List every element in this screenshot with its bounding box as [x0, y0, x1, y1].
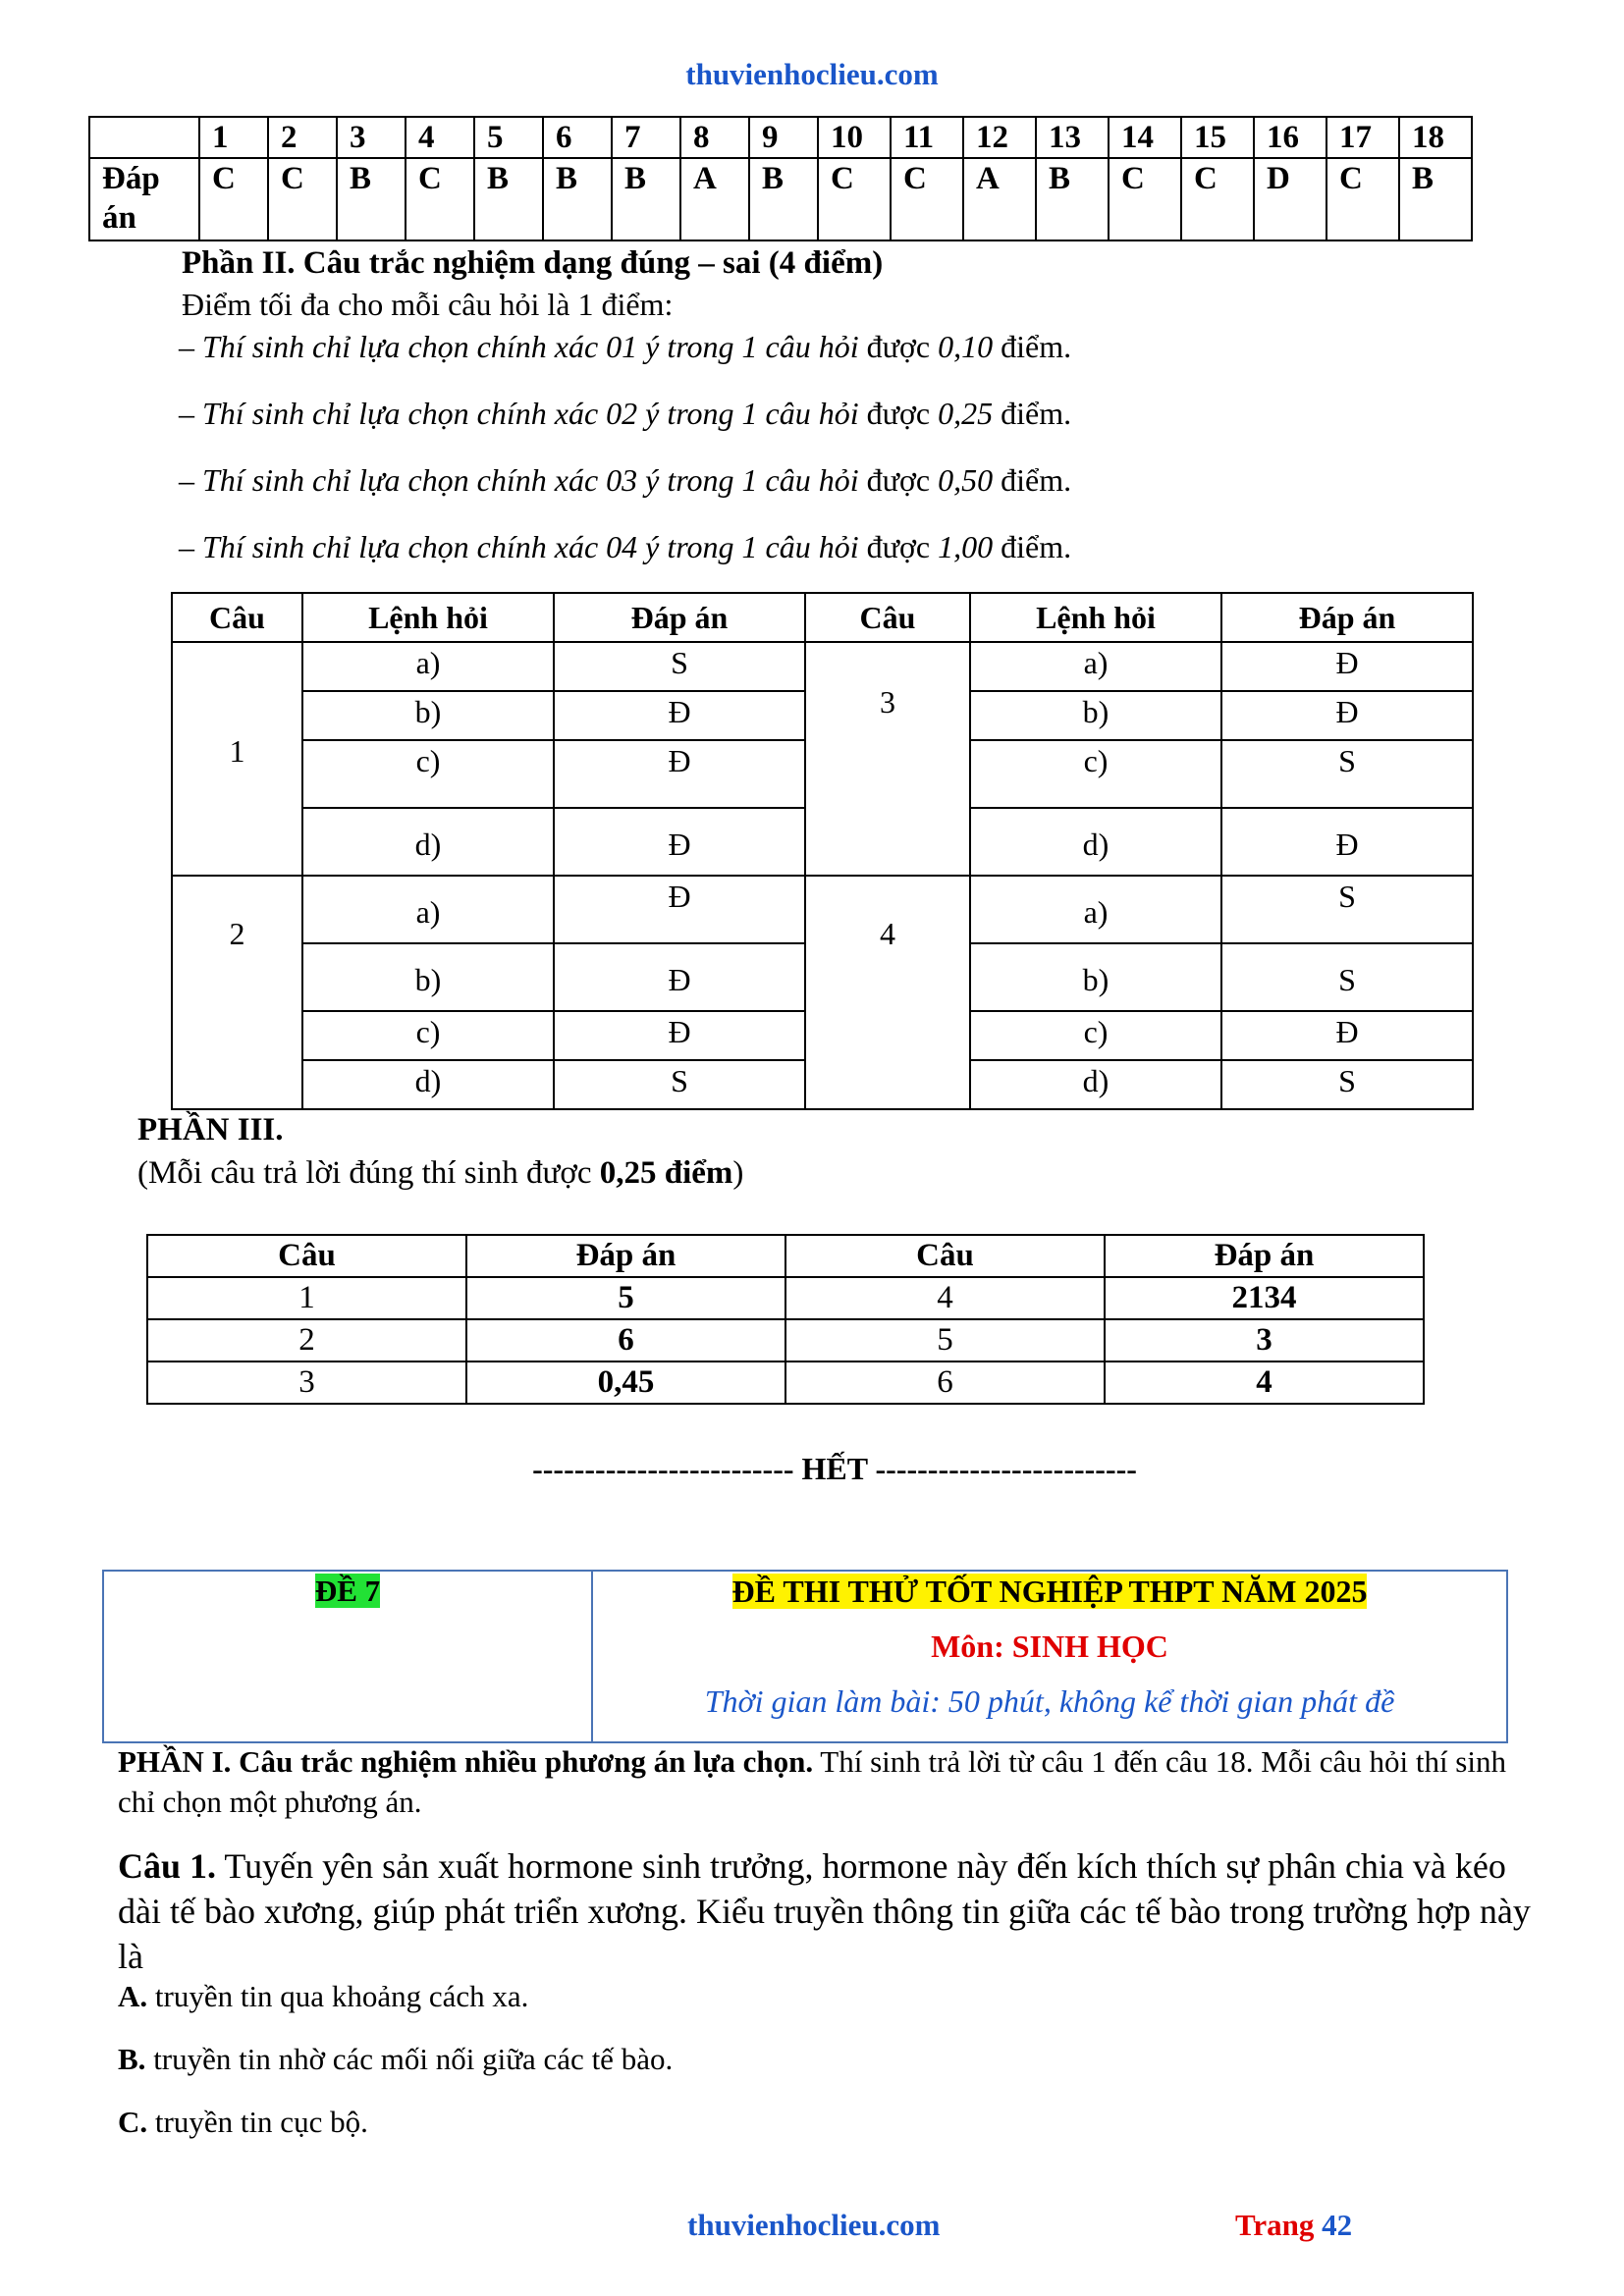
exam-title-cell [592, 1571, 1507, 1742]
end-marker: ------------------------- HẾT ------------------------- [532, 1451, 1137, 1486]
column-header: Câu [785, 1235, 1105, 1277]
page-number-value: 42 [1322, 2208, 1353, 2242]
column-header: Câu [147, 1235, 466, 1277]
table-cell: 4 [1105, 1362, 1424, 1404]
table-cell: B [749, 158, 818, 240]
table-cell: B [543, 158, 612, 240]
exam-code-cell [103, 1571, 592, 1742]
table-cell: S [1221, 1060, 1473, 1109]
rule-unit: điểm. [993, 329, 1072, 364]
table-cell: S [1221, 876, 1473, 943]
table-cell: S [1221, 943, 1473, 1011]
rule-text: – Thí sinh chỉ lựa chọn chính xác 03 ý trong 1 câu hỏi [179, 462, 859, 498]
column-header: Đáp án [1105, 1235, 1424, 1277]
part1-answer-table [88, 116, 1473, 241]
question-label: Câu 1. [118, 1846, 217, 1886]
column-header: Câu [172, 593, 302, 642]
table-cell: S [1221, 740, 1473, 808]
table-cell: 1 [199, 117, 268, 158]
page-label: Trang [1235, 2208, 1323, 2242]
table-cell: b) [302, 943, 554, 1011]
table-cell: c) [970, 740, 1221, 808]
question-1 [118, 1843, 1542, 1979]
table-cell: 5 [785, 1319, 1105, 1362]
table-cell: S [554, 642, 805, 691]
option-text: truyền tin cục bộ. [147, 2105, 368, 2139]
table-cell: C [1109, 158, 1181, 240]
table-cell: 9 [749, 117, 818, 158]
table-cell: 4 [785, 1277, 1105, 1319]
rule-unit: điểm. [993, 529, 1072, 564]
table-cell: 13 [1036, 117, 1109, 158]
table-cell: D [1254, 158, 1326, 240]
option-key: B. [118, 2042, 146, 2076]
rule-value: 0,25 [938, 396, 994, 431]
table-cell: B [612, 158, 680, 240]
option-key: A. [118, 1979, 148, 2013]
table-cell: C [891, 158, 963, 240]
header-site-name[interactable]: thuvienhoclieu.com [685, 57, 939, 91]
table-row [147, 1319, 1424, 1362]
column-header: Lệnh hỏi [302, 593, 554, 642]
table-cell: 6 [543, 117, 612, 158]
table-cell: Đ [554, 1011, 805, 1060]
table-cell: d) [302, 1060, 554, 1109]
rule-unit: điểm. [993, 396, 1072, 431]
table-cell: d) [970, 808, 1221, 876]
exam-part1-instruction: Thí sinh trả lời từ câu 1 đến câu 18. Mỗi câu hỏi thí sinh chỉ chọn một phương án. [118, 1744, 1506, 1819]
table-cell: C [199, 158, 268, 240]
note-prefix: (Mỗi câu trả lời đúng thí sinh được [137, 1155, 600, 1191]
table-cell: 15 [1181, 117, 1254, 158]
table-cell: Đ [1221, 642, 1473, 691]
rule-tail: được [858, 462, 939, 498]
rule-tail: được [858, 329, 939, 364]
rule-tail: được [858, 529, 939, 564]
part2-answer-table [171, 592, 1474, 1110]
rule-text: – Thí sinh chỉ lựa chọn chính xác 01 ý trong 1 câu hỏi [179, 329, 859, 364]
table-cell: S [554, 1060, 805, 1109]
rule-tail: được [858, 396, 939, 431]
table-cell: a) [302, 642, 554, 691]
table-cell: b) [302, 691, 554, 740]
answer-option[interactable] [118, 2042, 673, 2077]
table-cell: b) [970, 691, 1221, 740]
table-cell: Đ [554, 691, 805, 740]
table-cell: B [474, 158, 543, 240]
part3-note [137, 1155, 743, 1192]
exam-header-box [102, 1570, 1508, 1743]
table-cell: Đ [1221, 1011, 1473, 1060]
exam-time: Thời gian làm bài: 50 phút, không kể thời gian phát đề [704, 1683, 1395, 1719]
table-cell: Đ [554, 740, 805, 808]
table-cell: 12 [963, 117, 1036, 158]
question-number: 2 [172, 876, 302, 1109]
table-cell: A [680, 158, 749, 240]
table-cell: Đ [1221, 808, 1473, 876]
table-cell: c) [302, 740, 554, 808]
note-suffix: ) [732, 1155, 744, 1191]
table-cell: 0,45 [466, 1362, 785, 1404]
table-cell: 5 [474, 117, 543, 158]
table-cell: 6 [466, 1319, 785, 1362]
answer-option[interactable] [118, 1979, 528, 2014]
table-cell: 10 [818, 117, 891, 158]
table-cell: B [337, 158, 406, 240]
table-cell: 14 [1109, 117, 1181, 158]
table-cell: C [406, 158, 474, 240]
table-cell: Đ [554, 943, 805, 1011]
table-cell: 5 [466, 1277, 785, 1319]
table-cell: Đ [554, 808, 805, 876]
rule-value: 0,10 [938, 329, 994, 364]
question-text: Tuyến yên sản xuất hormone sinh trưởng, hormone này đến kích thích sự phân chia và kéo dài tế bào xương, giúp phát triển xương. Kiểu truyền thông tin giữa các tế bào trong trường hợp này là [118, 1846, 1531, 1976]
option-text: truyền tin qua khoảng cách xa. [147, 1979, 529, 2013]
table-cell: c) [302, 1011, 554, 1060]
table-cell: Đ [1221, 691, 1473, 740]
table-cell: 11 [891, 117, 963, 158]
table-cell: 18 [1399, 117, 1472, 158]
table-cell: d) [970, 1060, 1221, 1109]
page-number [1235, 2208, 1352, 2243]
exam-part1-intro [118, 1741, 1532, 1822]
scoring-rule [179, 396, 1071, 432]
exam-part1-heading: PHẦN I. Câu trắc nghiệm nhiều phương án lựa chọn. [118, 1744, 814, 1779]
rule-text: – Thí sinh chỉ lựa chọn chính xác 04 ý trong 1 câu hỏi [179, 529, 859, 564]
column-header: Câu [805, 593, 970, 642]
question-number: 4 [805, 876, 970, 1109]
note-points: 0,25 điểm [599, 1155, 733, 1191]
question-number: 1 [172, 642, 302, 876]
column-header: Lệnh hỏi [970, 593, 1221, 642]
table-cell: 2 [147, 1319, 466, 1362]
table-cell: C [268, 158, 337, 240]
table-cell: 17 [1326, 117, 1399, 158]
table-cell: 1 [147, 1277, 466, 1319]
rule-value: 1,00 [938, 529, 994, 564]
table-row [147, 1277, 1424, 1319]
table-cell [89, 117, 199, 158]
scoring-rule [179, 529, 1071, 565]
table-cell: Đ [554, 876, 805, 943]
table-cell: c) [970, 1011, 1221, 1060]
table-cell: 4 [406, 117, 474, 158]
table-cell: 16 [1254, 117, 1326, 158]
table-cell: Đáp án [89, 158, 199, 240]
exam-subject: Môn: SINH HỌC [931, 1629, 1168, 1664]
table-cell: 8 [680, 117, 749, 158]
column-header: Đáp án [1221, 593, 1473, 642]
question-number: 3 [805, 642, 970, 876]
table-cell: 6 [785, 1362, 1105, 1404]
table-cell: a) [970, 642, 1221, 691]
table-cell: 3 [147, 1362, 466, 1404]
scoring-rule [179, 329, 1071, 365]
table-cell: d) [302, 808, 554, 876]
column-header: Đáp án [554, 593, 805, 642]
exam-code: ĐỀ 7 [314, 1574, 381, 1608]
option-text: truyền tin nhờ các mối nối giữa các tế bào. [145, 2042, 674, 2076]
table-cell: C [1181, 158, 1254, 240]
table-cell: a) [970, 876, 1221, 943]
part3-answer-table [146, 1234, 1425, 1405]
table-cell: B [1399, 158, 1472, 240]
part2-heading: Phần II. Câu trắc nghiệm dạng đúng – sai (4 điểm) [182, 245, 884, 281]
table-cell: C [818, 158, 891, 240]
part3-heading: PHẦN III. [137, 1112, 284, 1148]
table-cell: b) [970, 943, 1221, 1011]
rule-value: 0,50 [938, 462, 994, 498]
column-header: Đáp án [466, 1235, 785, 1277]
rule-text: – Thí sinh chỉ lựa chọn chính xác 02 ý trong 1 câu hỏi [179, 396, 859, 431]
table-cell: 2 [268, 117, 337, 158]
exam-title: ĐỀ THI THỬ TỐT NGHIỆP THPT NĂM 2025 [731, 1574, 1368, 1609]
footer-site-name[interactable]: thuvienhoclieu.com [687, 2208, 941, 2242]
table-cell: A [963, 158, 1036, 240]
part2-max-points: Điểm tối đa cho mỗi câu hỏi là 1 điểm: [182, 287, 674, 322]
table-cell: B [1036, 158, 1109, 240]
answer-option[interactable] [118, 2105, 368, 2140]
table-cell: 2134 [1105, 1277, 1424, 1319]
table-row [147, 1362, 1424, 1404]
table-cell: 3 [1105, 1319, 1424, 1362]
table-cell: C [1326, 158, 1399, 240]
table-cell: 3 [337, 117, 406, 158]
scoring-rule [179, 462, 1071, 499]
table-cell: 7 [612, 117, 680, 158]
rule-unit: điểm. [993, 462, 1072, 498]
table-cell: a) [302, 876, 554, 943]
option-key: C. [118, 2105, 148, 2139]
